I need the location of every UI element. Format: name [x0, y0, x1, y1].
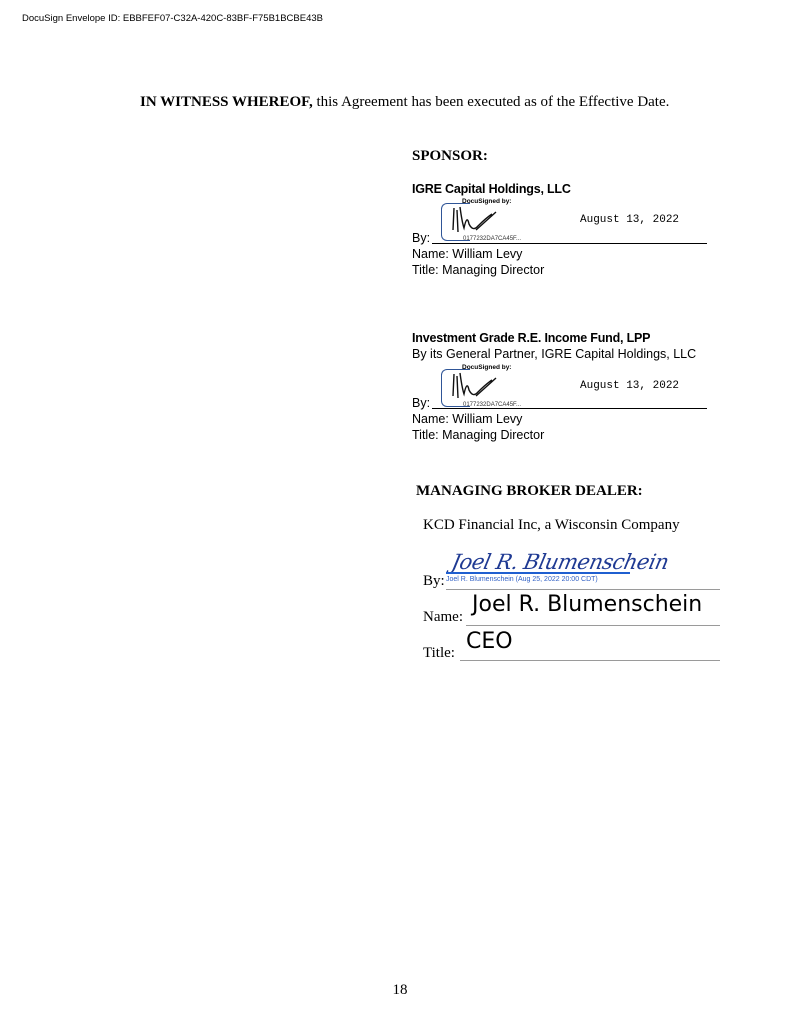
broker-company: KCD Financial Inc, a Wisconsin Company: [423, 517, 680, 533]
broker-signature-note: Joel R. Blumenschein (Aug 25, 2022 20:00 CDT): [446, 576, 598, 583]
docusigned-label: DocuSigned by:: [462, 364, 512, 371]
sponsor-heading: SPONSOR:: [412, 148, 488, 164]
fund-by-label: By:: [412, 396, 431, 410]
broker-signature: Joel R. Blumenschein: [449, 550, 671, 574]
sponsor-date: August 13, 2022: [580, 214, 680, 226]
witness-clause: [140, 94, 669, 111]
fund-general-partner: By its General Partner, IGRE Capital Holdings, LLC: [412, 347, 697, 361]
fund-company: Investment Grade R.E. Income Fund, LPP: [412, 331, 651, 345]
broker-name-line: [466, 625, 720, 626]
envelope-id: DocuSign Envelope ID: EBBFEF07-C32A-420C-83BF-F75B1BCBE43B: [22, 13, 323, 24]
fund-title: Title: Managing Director: [412, 428, 545, 442]
sponsor-by-label: By:: [412, 231, 431, 245]
witness-text: this Agreement has been executed as of the Effective Date.: [312, 94, 670, 110]
fund-signature: [448, 370, 504, 402]
witness-bold: IN WITNESS WHEREOF,: [140, 94, 313, 110]
broker-title-line: [460, 660, 720, 661]
page-number: 18: [392, 982, 408, 998]
sponsor-signature: [448, 204, 504, 236]
fund-signer-id: 0177232DA7CA45F...: [463, 402, 522, 408]
docusigned-label: DocuSigned by:: [462, 198, 512, 205]
broker-title-value: CEO: [466, 629, 513, 654]
fund-date: August 13, 2022: [580, 380, 680, 392]
broker-signature-underline: [446, 572, 630, 574]
broker-name-value: Joel R. Blumenschein: [472, 592, 703, 617]
broker-name-label: Name:: [423, 609, 463, 625]
fund-signature-line: [432, 408, 707, 409]
broker-signature-line: [446, 589, 720, 590]
sponsor-title: Title: Managing Director: [412, 263, 545, 277]
broker-heading: MANAGING BROKER DEALER:: [416, 483, 643, 499]
sponsor-company: IGRE Capital Holdings, LLC: [412, 182, 571, 196]
sponsor-name: Name: William Levy: [412, 247, 523, 261]
broker-by-label: By:: [423, 573, 445, 589]
broker-title-label: Title:: [423, 645, 455, 661]
sponsor-signature-line: [432, 243, 707, 244]
fund-name: Name: William Levy: [412, 412, 523, 426]
sponsor-signer-id: 0177232DA7CA45F...: [463, 236, 522, 242]
